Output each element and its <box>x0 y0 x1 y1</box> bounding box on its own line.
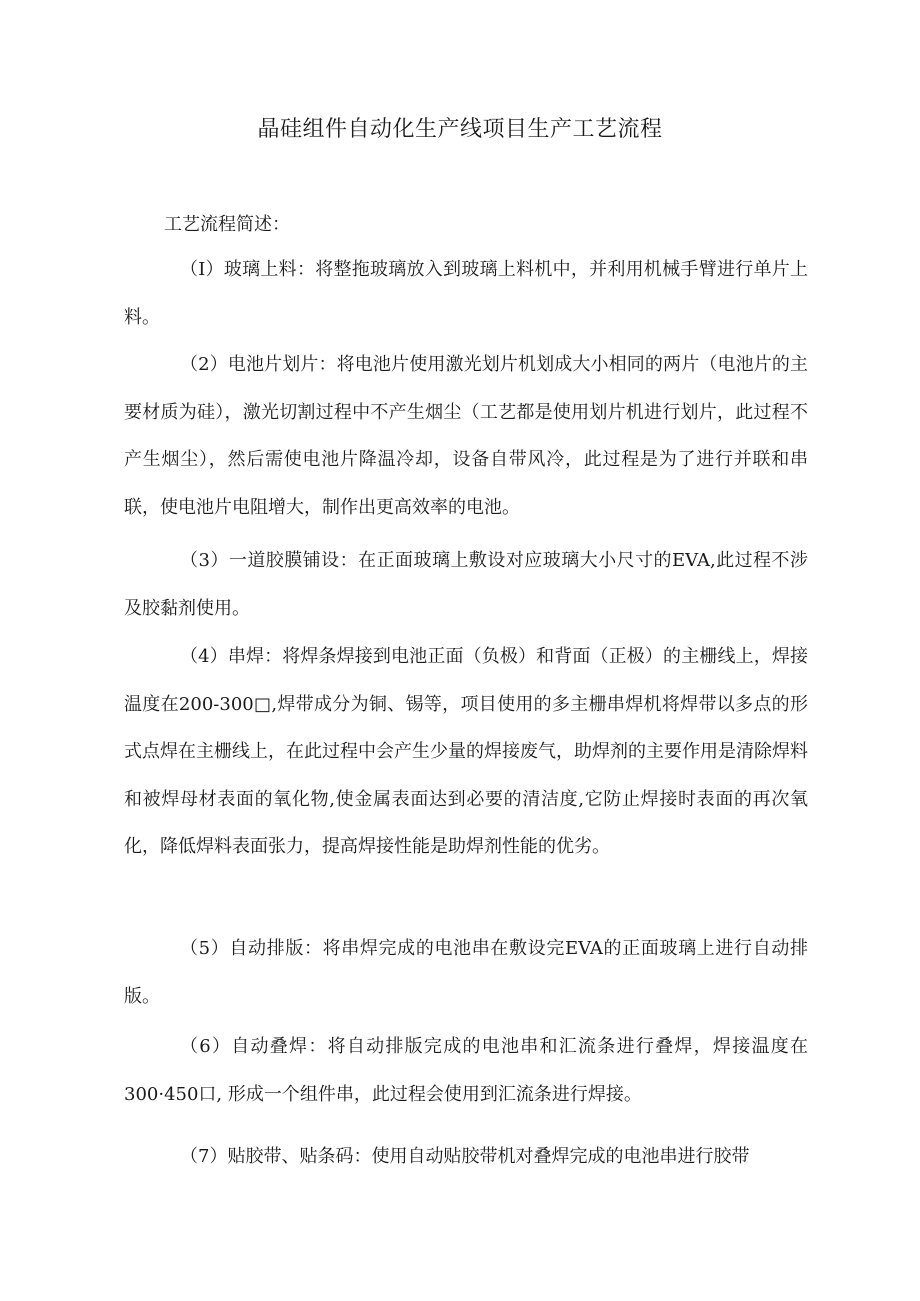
paragraph-cell-scribing: （2）电池片划片：将电池片使用激光划片机划成大小相同的两片（电池片的主要材质为硅），激光切割过程中不产生烟尘（工艺都是使用划片机进行划片，此过程不产生烟尘），然后需使电池片降温冷却，设备自带风冷，此过程是为了进行并联和串联，使电池片电阻增大，制作出更高效率的电池。 <box>124 354 808 518</box>
paragraph-lap-welding: （6）自动叠焊：将自动排版完成的电池串和汇流条进行叠焊，焊接温度在300·450口, 形成一个组件串，此过程会使用到汇流条进行焊接。 <box>124 1036 808 1105</box>
intro-heading: 工艺流程简述： <box>164 214 290 235</box>
paragraph-string-welding: （4）串焊：将焊条焊接到电池正面（负极）和背面（正极）的主栅线上，焊接温度在200-300□,焊带成分为铜、锡等，项目使用的多主栅串焊机将焊带以多点的形式点焊在主栅线上，在此过程中会产生少量的焊接废气，助焊剂的主要作用是清除焊料和被焊母材表面的氧化物,使金属表面达到必要的清洁度,它防止焊接时表面的再次氧化，降低焊料表面张力，提高焊接性能是助焊剂性能的优劣。 <box>124 646 808 857</box>
paragraph-tape-barcode: （7）贴胶带、贴条码：使用自动贴胶带机对叠焊完成的电池串进行胶带 <box>180 1146 750 1167</box>
document-title: 晶硅组件自动化生产线项目生产工艺流程 <box>257 117 663 142</box>
paragraph-glass-loading: （I）玻璃上料：将整拖玻璃放入到玻璃上料机中，并利用机械手臂进行单片上料。 <box>124 259 808 328</box>
paragraph-film-laying: （3）一道胶膜铺设：在正面玻璃上敷设对应玻璃大小尺寸的EVA,此过程不涉及胶黏剂使用。 <box>124 550 808 619</box>
paragraph-auto-layout: （5）自动排版：将串焊完成的电池串在敷设完EVA的正面玻璃上进行自动排版。 <box>124 938 808 1007</box>
